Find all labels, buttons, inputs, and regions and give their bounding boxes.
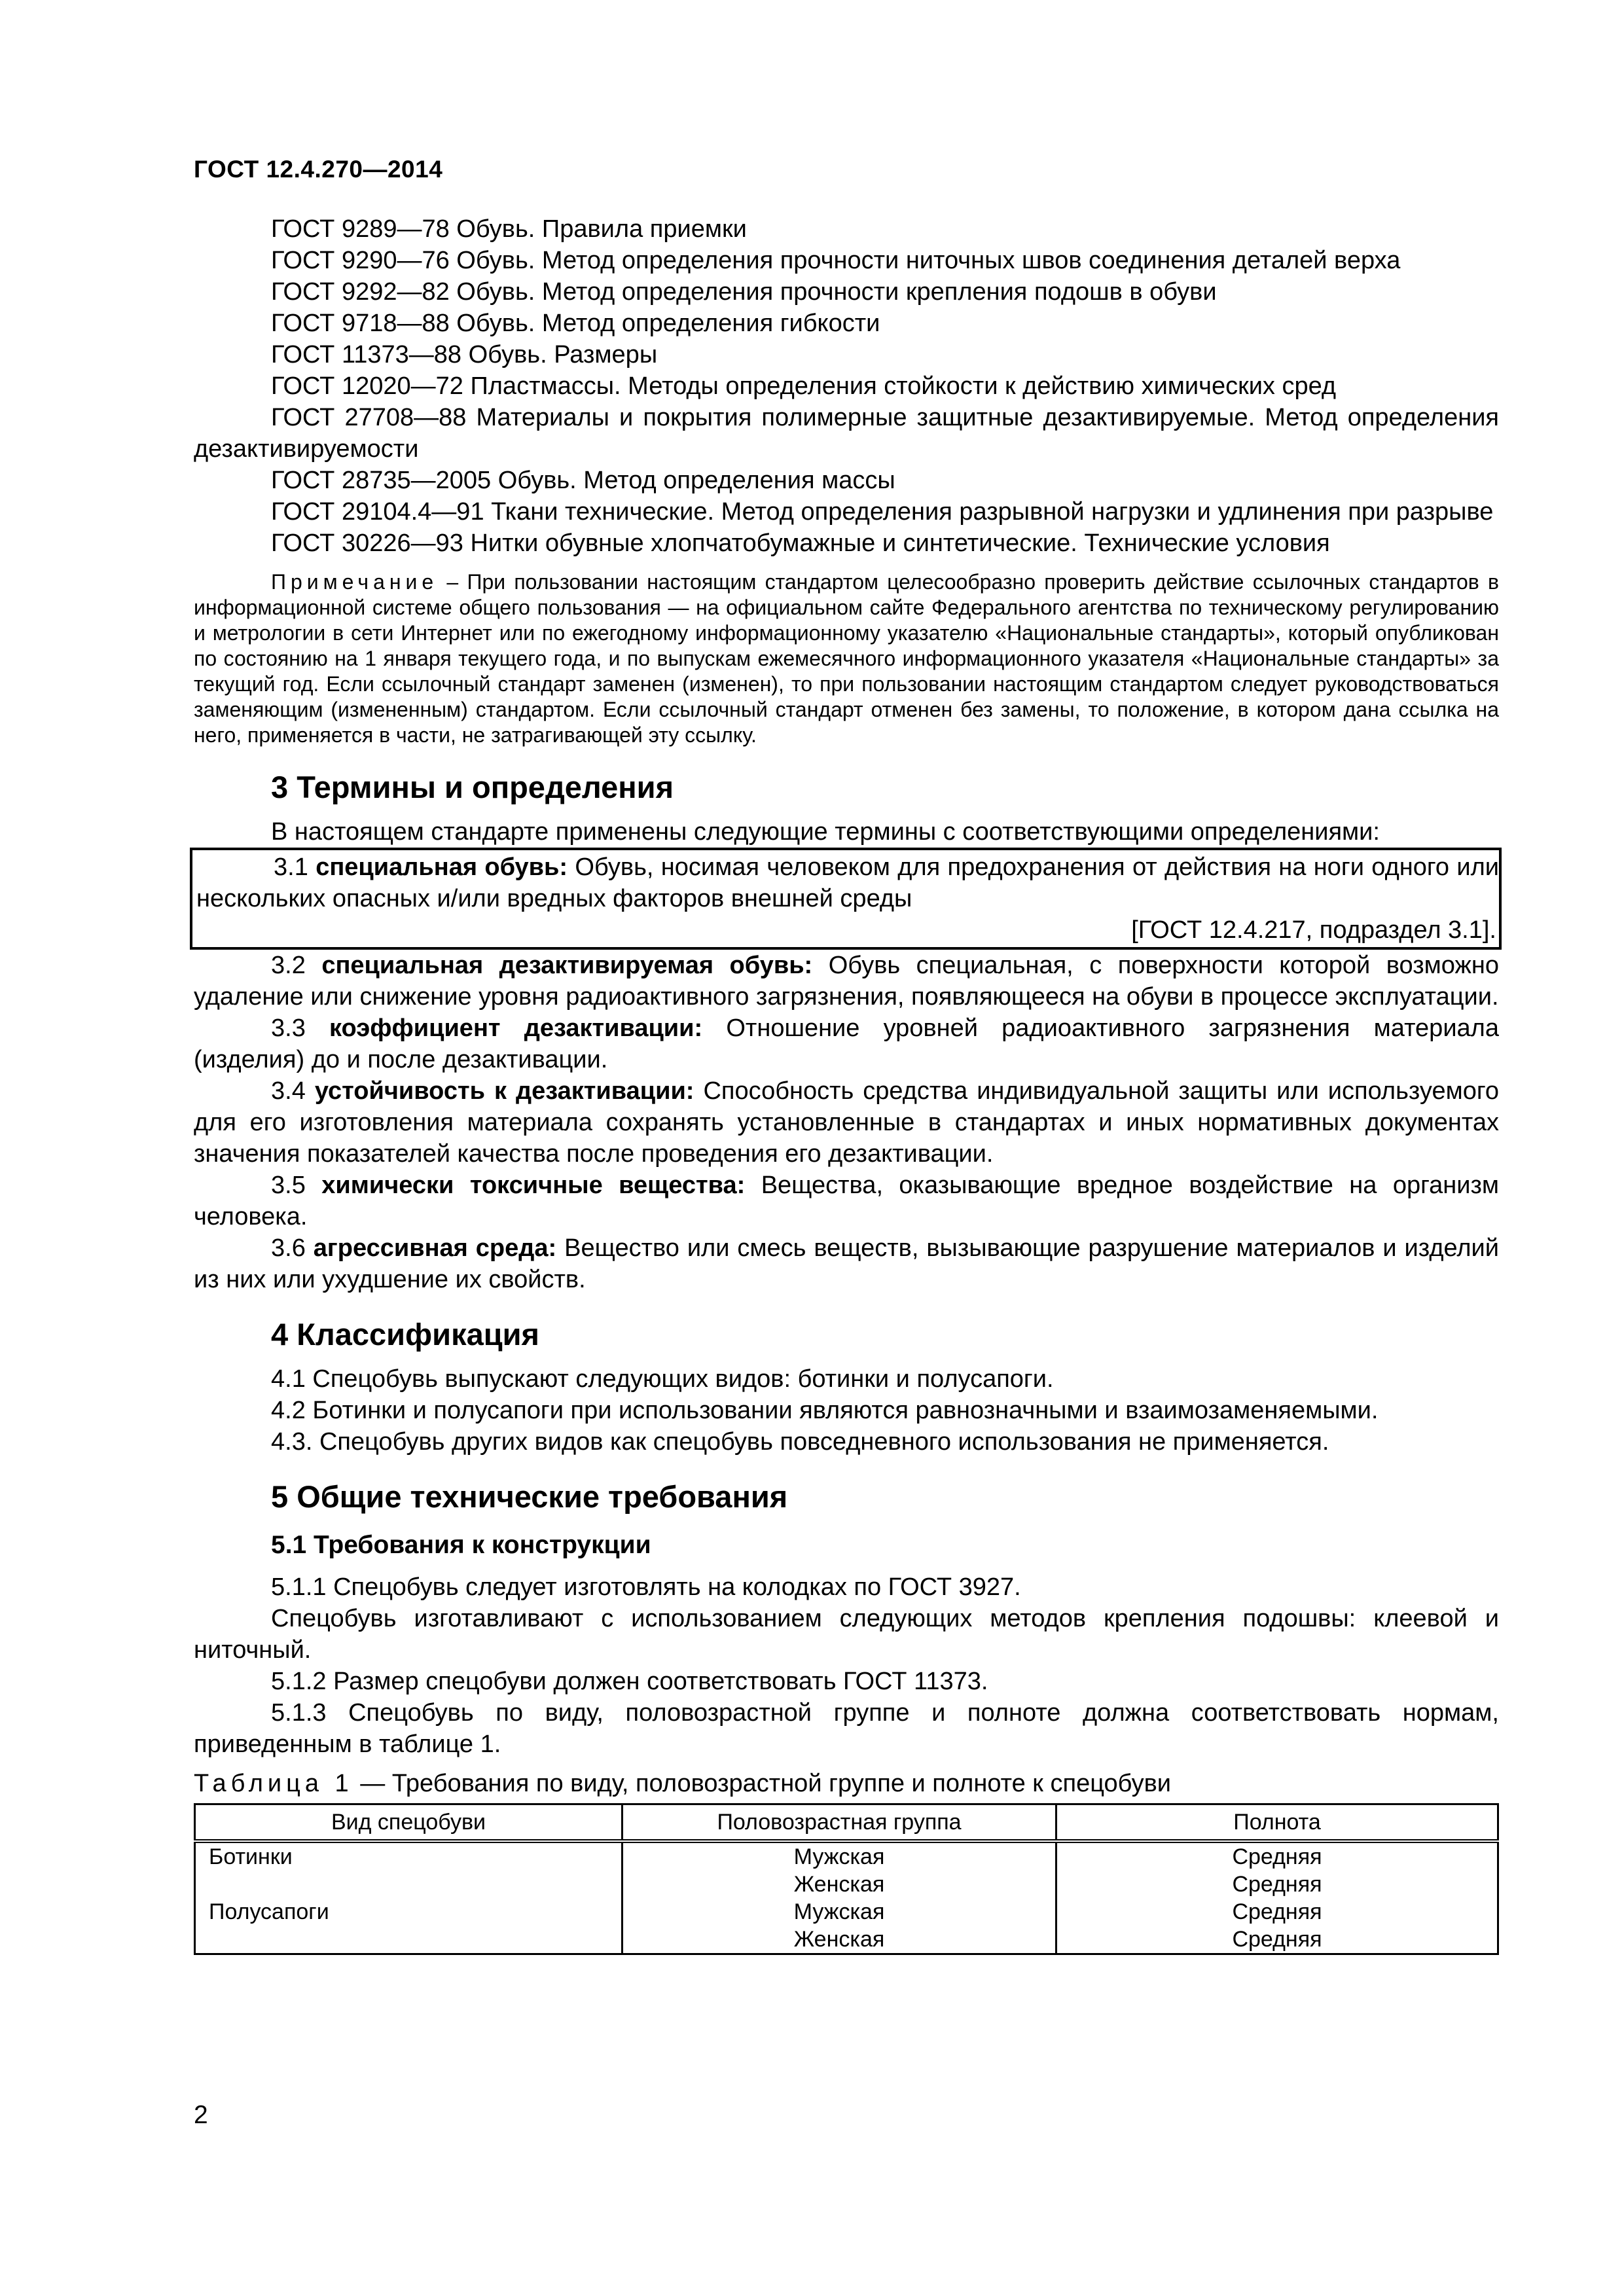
table-cell: Средняя <box>1056 1871 1498 1898</box>
section-4-title: 4 Классификация <box>271 1317 539 1352</box>
table-caption-label: Таблица 1 <box>194 1770 353 1797</box>
page-number: 2 <box>194 2101 208 2129</box>
reference-item: ГОСТ 9290—76 Обувь. Метод определения прочности ниточных швов соединения деталей верха <box>271 247 1401 274</box>
reference-item: ГОСТ 9718—88 Обувь. Метод определения гибкости <box>271 310 880 337</box>
table-cell: Средняя <box>1056 1926 1498 1954</box>
term-source: [ГОСТ 12.4.217, подраздел 3.1]. <box>1131 916 1496 944</box>
term-name: химически токсичные вещества: <box>321 1172 746 1199</box>
table-row <box>195 1898 1498 1926</box>
table-cell: Женская <box>623 1926 1056 1954</box>
section-3-title: 3 Термины и определения <box>271 770 674 804</box>
section-5-paragraph: 5.1.3 Спецобувь по виду, половозрастной группе и полноте должна соответствовать нормам, приведенным в таблице 1. <box>194 1699 1499 1758</box>
term-definition: Обувь специальная, с поверхности которой возможно удаление или снижение уровня радиоактивного загрязнения, появляющееся на обуви в процессе эксплуатации. <box>194 952 1499 1011</box>
table-cell: Мужская <box>623 1841 1056 1871</box>
term-definition: Вещество или смесь веществ, вызывающие разрушение материалов и изделий из них или ухудшение их свойств. <box>194 1234 1500 1293</box>
term-3-6: 3.6 агрессивная среда: Вещество или смесь веществ, вызывающие разрушение материалов и изделий из них или ухудшение их свойств. <box>194 1234 1500 1293</box>
table-caption-text: — Требования по виду, половозрастной группе и полноте к спецобуви <box>353 1770 1172 1797</box>
section-5-paragraph: 5.1.2 Размер спецобуви должен соответствовать ГОСТ 11373. <box>271 1668 988 1695</box>
term-3-1-box <box>190 848 1502 950</box>
table-row <box>195 1841 1498 1871</box>
term-3-5: 3.5 химически токсичные вещества: Вещества, оказывающие вредное воздействие на организм человека. <box>194 1172 1500 1230</box>
table-header-row <box>195 1804 1498 1842</box>
table-cell: Полусапоги <box>195 1898 623 1926</box>
table-cell <box>195 1926 623 1954</box>
term-name: коэффициент дезактивации: <box>329 1014 703 1042</box>
reference-item: ГОСТ 27708—88 Материалы и покрытия полимерные защитные дезактивируемые. Метод определения дезактивируемости <box>194 404 1499 463</box>
table-row <box>195 1926 1498 1954</box>
normative-references-list <box>194 213 1499 559</box>
table-header-cell: Половозрастная группа <box>623 1804 1056 1842</box>
term-definition: Способность средства индивидуальной защиты или используемого для его изготовления материала сохранять установленные в стандартах и иных нормативных документах значения показателей качества после проведения его дезактивации. <box>194 1077 1500 1168</box>
term-3-3: 3.3 коэффициент дезактивации: Отношение уровней радиоактивного загрязнения материала (изделия) до и после дезактивации. <box>194 1014 1499 1073</box>
term-name: устойчивость к дезактивации: <box>314 1077 695 1105</box>
table-cell: Мужская <box>623 1898 1056 1926</box>
page-content <box>194 213 1499 1955</box>
section-4-paragraph: 4.3. Спецобувь других видов как спецобувь повседневного использования не применяется. <box>271 1428 1329 1456</box>
reference-item: ГОСТ 12020—72 Пластмассы. Методы определения стойкости к действию химических сред <box>271 372 1337 400</box>
term-3-2: 3.2 специальная дезактивируемая обувь: Обувь специальная, с поверхности которой возможно удаление или снижение уровня радиоактивного загрязнения, появляющееся на обуви в процессе эксплуатации. <box>194 952 1499 1011</box>
table-row <box>195 1871 1498 1898</box>
term-definition: Обувь, носимая человеком для предохранения от действия на ноги одного или нескольких опасных и/или вредных факторов внешней среды <box>196 853 1500 912</box>
note-text: При пользовании настоящим стандартом целесообразно проверить действие ссылочных стандартов в информационной системе общего пользования — на официальном сайте Федерального агентства по техническому регулированию и метрологии в сети Интернет или по ежегодному информационному указателю «Национальные стандарты», который опубликован по состоянию на 1 января текущего года, и по выпускам ежемесячного информационного указателя «Национальные стандарты» за текущий год. Если ссылочный стандарт заменен (изменен), то при пользовании настоящим стандартом следует руководствоваться заменяющим (измененным) стандартом. Если ссылочный стандарт отменен без замены, то положение, в котором дана ссылка на него, применяется в части, не затрагивающей эту ссылку. <box>194 570 1500 747</box>
table-cell: Ботинки <box>195 1841 623 1871</box>
document-code-header: ГОСТ 12.4.270—2014 <box>194 156 443 183</box>
reference-item: ГОСТ 30226—93 Нитки обувные хлопчатобумажные и синтетические. Технические условия <box>271 529 1330 557</box>
reference-item: ГОСТ 29104.4—91 Ткани технические. Метод определения разрывной нагрузки и удлинения при разрыве <box>271 498 1494 526</box>
table-header-cell: Полнота <box>1056 1804 1498 1842</box>
table-cell: Средняя <box>1056 1898 1498 1926</box>
subsection-5-1-title: 5.1 Требования к конструкции <box>271 1531 651 1559</box>
term-3-1: 3.1 специальная обувь: Обувь, носимая человеком для предохранения от действия на ноги одного или нескольких опасных и/или вредных факторов внешней среды <box>196 853 1500 912</box>
table-1 <box>194 1803 1499 1955</box>
reference-item: ГОСТ 11373—88 Обувь. Размеры <box>271 341 658 368</box>
term-definition: Вещества, оказывающие вредное воздействие на организм человека. <box>194 1172 1500 1230</box>
note-label: Примечание <box>271 570 439 594</box>
table-1-caption <box>194 1768 1499 1799</box>
term-definition: Отношение уровней радиоактивного загрязнения материала (изделия) до и после дезактивации. <box>194 1014 1499 1073</box>
term-3-4: 3.4 устойчивость к дезактивации: Способность средства индивидуальной защиты или используемого для его изготовления материала сохранять установленные в стандартах и иных нормативных документах значения показателей качества после проведения его дезактивации. <box>194 1077 1500 1168</box>
term-name: специальная обувь: <box>316 853 568 881</box>
reference-item: ГОСТ 9289—78 Обувь. Правила приемки <box>271 215 747 243</box>
note-paragraph: Примечание – При пользовании настоящим стандартом целесообразно проверить действие ссылочных стандартов в информационной системе общего пользования — на официальном сайте Федерального агентства по техническому регулированию и метрологии в сети Интернет или по ежегодному информационному указателю «Национальные стандарты», который опубликован по состоянию на 1 января текущего года, и по выпускам ежемесячного информационного указателя «Национальные стандарты» за текущий год. Если ссылочный стандарт заменен (изменен), то при пользовании настоящим стандартом следует руководствоваться заменяющим (измененным) стандартом. Если ссылочный стандарт отменен без замены, то положение, в котором дана ссылка на него, применяется в части, не затрагивающей эту ссылку. <box>194 570 1500 747</box>
table-header-cell: Вид спецобуви <box>195 1804 623 1842</box>
table-cell <box>195 1871 623 1898</box>
section-5-title: 5 Общие технические требования <box>271 1479 788 1514</box>
reference-item: ГОСТ 28735—2005 Обувь. Метод определения массы <box>271 467 895 494</box>
table-cell: Женская <box>623 1871 1056 1898</box>
reference-item: ГОСТ 9292—82 Обувь. Метод определения прочности крепления подошв в обуви <box>271 278 1217 306</box>
section-4-paragraph: 4.2 Ботинки и полусапоги при использовании являются равнозначными и взаимозаменяемыми. <box>271 1397 1379 1424</box>
term-name: агрессивная среда: <box>313 1234 557 1262</box>
section-5-paragraph: 5.1.1 Спецобувь следует изготовлять на колодках по ГОСТ 3927. <box>271 1573 1021 1601</box>
term-name: специальная дезактивируемая обувь: <box>321 952 813 979</box>
section-5-paragraph: Спецобувь изготавливают с использованием следующих методов крепления подошвы: клеевой и ниточный. <box>194 1605 1499 1664</box>
section-4-paragraph: 4.1 Спецобувь выпускают следующих видов: ботинки и полусапоги. <box>271 1365 1054 1393</box>
section-3-intro: В настоящем стандарте применены следующие термины с соответствующими определениями: <box>271 818 1380 846</box>
table-cell: Средняя <box>1056 1841 1498 1871</box>
